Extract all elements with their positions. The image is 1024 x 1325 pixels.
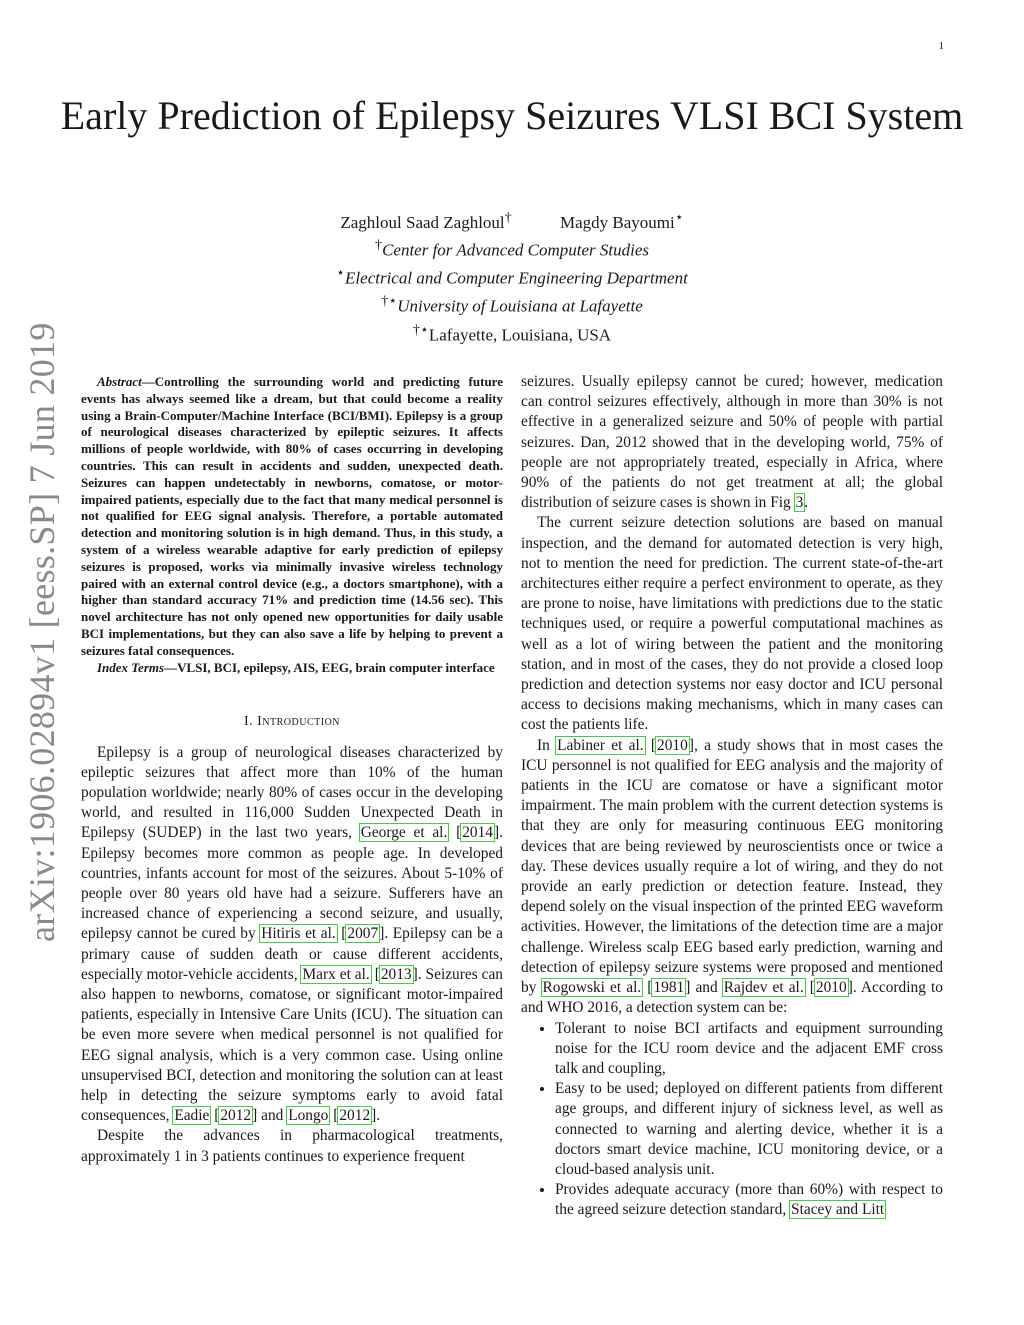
- list-item: • Easy to be used; deployed on different patients from different age groups, and different injury of sickness level, as well as connected to warning and alerting device, whether it is a doctors smart device machine, ICU monitoring device, or a cloud-based analysis unit.: [555, 1079, 943, 1180]
- affiliation-1-text: Center for Advanced Computer Studies: [382, 240, 649, 260]
- text-run: and: [690, 979, 723, 997]
- author-2: [560, 209, 684, 232]
- page-number: 1: [938, 40, 944, 52]
- text-run: . Epilepsy becomes more common as people age. In developed countries, infants account for most of the seizures. About 5-10% of people over 80 years old have had a seizure. Sufferers have an increased chance of experiencing a second seizure, and usually, epilepsy cannot be cured by: [81, 824, 503, 943]
- requirements-list: [521, 1019, 943, 1221]
- section-heading: [81, 712, 503, 732]
- text-run: Provides adequate accuracy (more than 60%) with respect to the agreed seizure detection standard,: [555, 1181, 943, 1219]
- citation-year-link[interactable]: 2010: [815, 979, 847, 997]
- text-run: seizures. Usually epilepsy cannot be cured; however, medication can control seizures effectively, although in more than 30% is not effective in a generalized seizure and 50% of people with partial seizures. Dan, 2012 showed that in the developing world, 75% of people are not appropriately treated, especially in Africa, where 90% of the patients do not get treatment at all; the global distribution of seizure cases is shown in Fig: [521, 373, 943, 512]
- text-run: . According to and WHO 2016, a detection system can be:: [521, 979, 943, 1017]
- right-column: [521, 372, 943, 1221]
- paper-title: Early Prediction of Epilepsy Seizures VLSI BCI System: [60, 93, 964, 138]
- intro-paragraph-4: In Labiner et al. [2010], a study shows that in most cases the ICU personnel is not qualified for EEG analysis and the majority of patients in the ICU are comatose or have a significant motor impairment. The main problem with the current detection systems is that they are only for measuring continuous EEG monitoring devices that are being reviewed by neuroscientists once or twice a day. These devices usually require a lot of wiring, and they do not provide an early prediction or detection feature. Instead, they depend solely on the visual inspection of the printed EEG waveform activities. However, the limitations of the detection time are a major challenge. Wireless scalp EEG based early prediction, warning and detection of epilepsy seizure systems were proposed and mentioned by Rogowski et al. [1981] and Rajdev et al. [2010]. According to and WHO 2016, a detection system can be:: [521, 736, 943, 1017]
- citation-link[interactable]: George et al.: [360, 824, 448, 842]
- intro-paragraph-1: Epilepsy is a group of neurological diseases characterized by epileptic seizures that affect more than 10% of the human population worldwide; nearly 80% of cases occur in the developing world, and resulted in 116,000 Sudden Unexpected Death in Epilepsy (SUDEP) in the last two years, George et al. [2014]. Epilepsy becomes more common as people age. In developed countries, infants account for most of the seizures. About 5-10% of people over 80 years old have had a seizure. Sufferers have an increased chance of experiencing a second seizure, and usually, epilepsy cannot be cured by Hitiris et al. [2007]. Epilepsy can be a primary cause of sudden death or cause different accidents, especially motor-vehicle accidents, Marx et al. [2013]. Seizures can also happen to newborns, comatose, or significant motor-impaired patients, especially in Intensive Care Units (ICU). The situation can be even more severe when medical personnel is not qualified for EEG signal analysis, which is a very common case. Using online unsupervised BCI, detection and monitoring the solution can at least help in detecting the seizure symptoms early to avoid fatal consequences, Eadie [2012] and Longo [2012].: [81, 743, 503, 1125]
- citation-link[interactable]: Longo: [288, 1107, 329, 1125]
- intro-paragraph-3: The current seizure detection solutions are based on manual inspection, and the demand for automated detection is very high, not to mention the need for prediction. The current state-of-the-art architectures either require a perfect environment to operate, as they are prone to noise, have limitations with predictions due to the static techniques used, or require a powerful computational machines as well as a lot of wiring between the patient and the monitoring station, and in most of the cases, they do not provide a closed loop prediction and detection systems nor easy doctor and ICU personal access to decisions making mechanisms, which in many cases can cost the patients life.: [521, 514, 943, 734]
- citation-year-link[interactable]: 2014: [462, 824, 493, 842]
- citation-link[interactable]: Hitiris et al.: [261, 925, 336, 943]
- section-title: Introduction: [257, 714, 341, 730]
- text-run: and: [257, 1107, 288, 1125]
- intro-paragraph-2-continued: [521, 372, 943, 513]
- affiliation-3-text: University of Louisiana at Lafayette: [397, 297, 643, 317]
- citation-year-link[interactable]: 2010: [657, 736, 688, 754]
- section-number: I.: [243, 714, 254, 730]
- index-terms: [81, 660, 503, 677]
- abstract-label: Abstract: [97, 374, 142, 389]
- citation-link[interactable]: Labiner et al.: [557, 736, 644, 754]
- citation-link[interactable]: Stacey and Litt: [791, 1201, 885, 1219]
- author-1-mark: †: [504, 209, 512, 225]
- affiliation-1: [0, 234, 1024, 262]
- abstract: [81, 374, 503, 676]
- citation-link[interactable]: Marx et al.: [302, 965, 370, 983]
- figure-reference-link[interactable]: 3: [795, 494, 804, 512]
- text-run: .: [376, 1107, 381, 1125]
- author-2-name: Magdy Bayoumi: [560, 212, 675, 232]
- citation-year-link[interactable]: 2012: [339, 1107, 371, 1125]
- affiliation-4: [0, 319, 1024, 347]
- text-run: In: [537, 736, 557, 754]
- affiliation-3-mark: †⋆: [381, 293, 398, 310]
- intro-paragraph-2: Despite the advances in pharmacological treatments, approximately 1 in 3 patients continues to experience frequent: [81, 1127, 503, 1165]
- affiliation-2-text: Electrical and Computer Engineering Department: [345, 268, 688, 288]
- affiliation-4-mark: †⋆: [412, 321, 429, 338]
- author-2-mark: ⋆: [674, 209, 684, 225]
- affiliation-1-mark: †: [374, 237, 383, 254]
- affiliation-2: [0, 262, 1024, 290]
- list-item: • Tolerant to noise BCI artifacts and equipment surrounding noise for the ICU room device and the adjacent EMF cross talk and coupling,: [555, 1019, 943, 1080]
- list-item: [555, 1180, 943, 1220]
- text-run: . Seizures can also happen to newborns, comatose, or significant motor-impaired patients, especially in Intensive Care Units (ICU). The situation can be even more severe when medical personnel is not qualified for EEG signal analysis, which is a very common case. Using online unsupervised BCI, detection and monitoring the solution can at least help in detecting the seizure symptoms early to avoid fatal consequences,: [81, 965, 503, 1125]
- affiliation-2-mark: ⋆: [336, 265, 346, 282]
- citation-year-link[interactable]: 2012: [220, 1107, 252, 1125]
- left-column: [81, 374, 503, 1167]
- index-terms-text: —VLSI, BCI, epilepsy, AIS, EEG, brain computer interface: [164, 659, 495, 675]
- citation-link[interactable]: Rogowski et al.: [542, 979, 642, 997]
- index-terms-label: Index Terms: [97, 659, 165, 675]
- text-run: Epilepsy is a group of neurological diseases characterized by epileptic seizures that affect more than 10% of the human population worldwide; nearly 80% of cases occur in the developing world, and resulted in 116,000 Sudden Unexpected Death in Epilepsy (SUDEP) in the last two years,: [81, 743, 503, 842]
- text-run: .: [804, 494, 809, 512]
- citation-year-link[interactable]: 1981: [653, 979, 685, 997]
- citation-link[interactable]: Rajdev et al.: [723, 979, 804, 997]
- affiliation-4-text: Lafayette, Louisiana, USA: [428, 325, 612, 345]
- author-1-name: Zaghloul Saad Zaghloul: [340, 212, 505, 232]
- citation-year-link[interactable]: 2013: [380, 965, 412, 983]
- author-1: [340, 209, 512, 232]
- citation-year-link[interactable]: 2007: [347, 925, 379, 943]
- abstract-text: —Controlling the surrounding world and predicting future events has always seemed like a dream, but that could become a reality using a Brain-Computer/Machine Interface (BCI/BMI). Epilepsy is a group of neurological diseases characterized by epileptic seizures. It affects millions of people worldwide, with 80% of cases occurring in developing countries. This can result in accidents and sudden, unexpected death. Seizures can happen undetectably in newborns, comatose, or motor-impaired patients, especially due to the fact that many medical personnel is not qualified for EEG signal analysis. Therefore, a portable automated detection and monitoring solution is in high demand. Thus, in this study, a system of a wireless wearable adaptive for early prediction of epilepsy seizures is proposed, works via minimally invasive wireless technology paired with an external control device (e.g., a doctors smartphone), with a higher than standard accuracy 71% and prediction time (14.56 sec). This novel architecture has not only opened new opportunities for daily usable BCI implementations, but they can also save a life by helping to prevent a seizures fatal consequences.: [81, 374, 503, 658]
- author-block: [0, 206, 1024, 347]
- text-run: . Epilepsy can be a primary cause of sudden death or cause different accidents, especially motor-vehicle accidents,: [81, 925, 503, 983]
- citation-link[interactable]: Eadie: [174, 1107, 210, 1125]
- affiliation-3: [0, 290, 1024, 318]
- arxiv-identifier: arXiv:1906.02894v1 [eess.SP] 7 Jun 2019: [22, 322, 62, 942]
- text-run: , a study shows that in most cases the ICU personnel is not qualified for EEG analysis and the majority of patients in the ICU are comatose or have a significant motor impairment. The main problem with the current detection systems is that they are only for measuring continuous EEG monitoring devices that are being reviewed by neuroscientists once or twice a day. These devices usually require a lot of wiring, and they do not provide an early prediction or detection feature. Instead, they depend solely on the visual inspection of the printed EEG waveform activities. However, the limitations of the detection time are a major challenge. Wireless scalp EEG based early prediction, warning and detection of epilepsy seizure systems were proposed and mentioned by: [521, 736, 943, 997]
